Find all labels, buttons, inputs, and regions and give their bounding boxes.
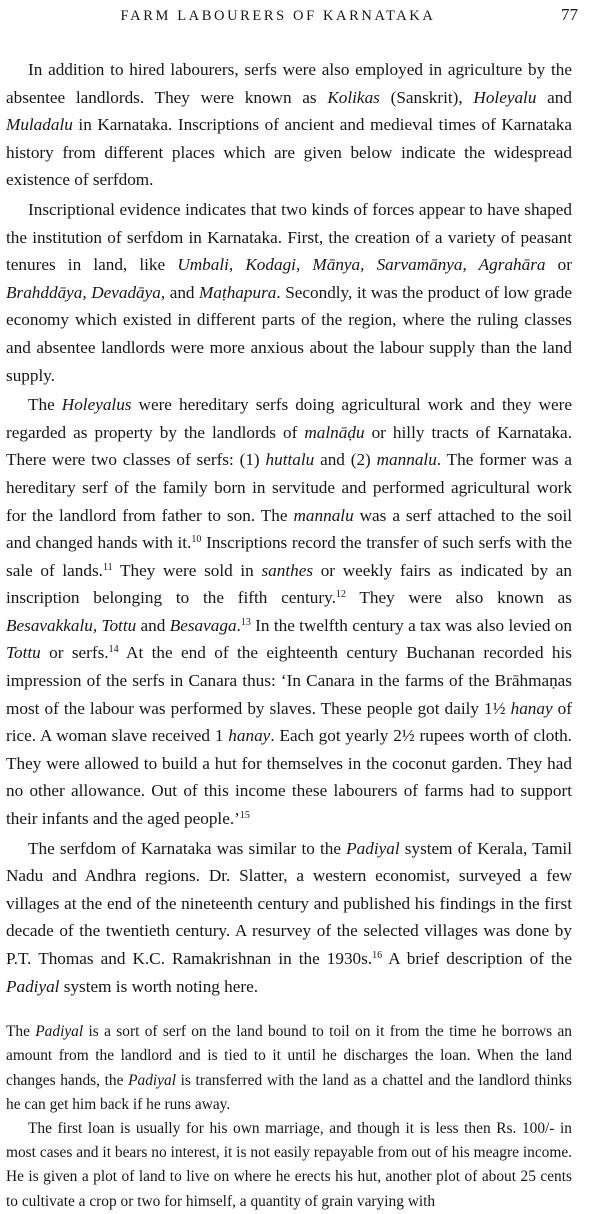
- italic-term: Besavaga: [169, 615, 237, 635]
- text-run: . The former was a hereditary serf of the family born in servitude and performed agricultural work for the landlord from father to son. The: [6, 450, 573, 525]
- italic-term: Umbali, Kodagi, Mānya, Sarvamānya, Agrahāra: [177, 255, 546, 275]
- footnote-marker: 14: [108, 644, 119, 656]
- italic-term: hanay: [228, 726, 271, 746]
- text-run: At the end of the eighteenth century Buchanan recorded his impression of the serfs in Canara thus: ‘In Canara in the farms of the Brāhmaṇas most of the labour was performed by slaves. These people got daily 1½: [6, 643, 572, 718]
- italic-term: Maṭhapura: [199, 282, 277, 302]
- text-run: of rice. A woman slave received 1: [6, 698, 572, 746]
- text-run: was a serf attached to the soil and changed hands with it.: [6, 505, 572, 553]
- running-title: FARM LABOURERS OF KARNATAKA: [120, 8, 436, 24]
- text-run: . Secondly, it was the product of low grade economy which existed in different parts of the region, where the ruling classes and absentee landlords were more anxious about the labour supply than the land supply.: [6, 282, 572, 385]
- text-run: and: [136, 615, 170, 635]
- text-run: system is worth noting here.: [59, 976, 259, 996]
- italic-term: Padiyal: [346, 838, 400, 858]
- italic-term: Padiyal: [128, 1071, 176, 1089]
- paragraph: [6, 196, 572, 389]
- text-run: Inscriptions record the transfer of such serfs with the sale of lands.: [6, 533, 572, 580]
- text-run: and: [536, 87, 572, 107]
- text-run: The: [28, 395, 62, 415]
- running-head: [6, 0, 578, 34]
- text-run: or: [545, 255, 572, 275]
- text-run: .: [236, 615, 241, 635]
- text-run: In the twelfth century a tax was also levied on: [250, 615, 572, 635]
- page-number: 77: [561, 5, 578, 24]
- footnote-marker: 16: [372, 950, 383, 961]
- footnote-marker: 10: [191, 534, 202, 546]
- text-run: in Karnataka. Inscriptions of ancient and medieval times of Karnataka history from different places which are given below indicate the widespread existence of serfdom.: [6, 115, 572, 190]
- text-run: is transferred with the land as a chattel and the landlord thinks he can get him back if he runs away.: [6, 1071, 573, 1113]
- footnote-marker: 11: [102, 561, 113, 573]
- paragraph: [6, 835, 572, 1001]
- italic-term: Brahddāya, Devadāya,: [6, 282, 166, 302]
- text-run: The: [6, 1023, 36, 1041]
- footnote-marker: 15: [239, 810, 250, 822]
- text-run: . Each got yearly 2½ rupees worth of cloth. They were allowed to build a hut for themselves in the coconut garden. They had no other allowance. Out of this income these labourers of farms had to support their infants and the aged people.’: [6, 726, 572, 829]
- text-run: is a sort of serf on the land bound to toil on it from the time he borrows an amount from the landlord and is tied to it until he discharges the loan. When the land changes hands, the: [6, 1023, 572, 1089]
- italic-term: hanay: [510, 698, 553, 718]
- block-quotation: [6, 1020, 572, 1214]
- text-run: In addition to hired labourers, serfs were also employed in agriculture by the absentee landlords. They were known as: [6, 60, 572, 107]
- italic-term: huttalu: [265, 450, 315, 470]
- italic-term: Kolikas: [327, 87, 380, 107]
- italic-term: mannalu: [293, 505, 354, 525]
- text-run: and: [165, 282, 200, 302]
- italic-term: Muladalu: [6, 115, 73, 135]
- text-run: system of Kerala, Tamil Nadu and Andhra regions. Dr. Slatter, a western economist, surveyed a few villages at the end of the nineteenth century and published his findings in the first decade of the twentieth century. A resurvey of the selected villages was done by P.T. Thomas and K.C. Ramakrishnan in the 1930s.: [6, 838, 572, 968]
- paragraph: [6, 56, 572, 194]
- text-run: or weekly fairs as indicated by an inscription belonging to the fifth century.: [6, 560, 572, 608]
- italic-term: santhes: [261, 560, 314, 580]
- paragraph: [6, 391, 572, 833]
- quotation-paragraph: [6, 1020, 572, 1117]
- italic-term: Tottu: [6, 643, 41, 663]
- italic-term: Holeyalus: [61, 395, 132, 415]
- text-run: The first loan is usually for his own marriage, and though it is less then Rs. 100/- in most cases and it bears no interest, it is not easily repayable from out of his meagre income. He is given a plot of land to live on where he erects his hut, another plot of about 25 cents to cultivate a crop or two for himself, a quantity of grain varying with: [6, 1120, 572, 1210]
- italic-term: Padiyal: [35, 1023, 84, 1041]
- body-text: [6, 56, 572, 1000]
- footnote-marker: 13: [240, 616, 251, 628]
- text-run: Inscriptional evidence indicates that two kinds of forces appear to have shaped the institution of serfdom in Karnataka. First, the creation of a variety of peasant tenures in land, like: [6, 199, 572, 275]
- text-run: and (2): [314, 450, 377, 470]
- italic-term: Padiyal: [6, 976, 60, 996]
- text-run: A brief description of the: [382, 949, 572, 968]
- italic-term: mannalu: [376, 450, 437, 470]
- text-run: (Sanskrit),: [379, 87, 474, 107]
- quotation-paragraph: [6, 1117, 572, 1214]
- text-run: The serfdom of Karnataka was similar to the: [28, 838, 347, 858]
- italic-term: Holeyalu: [473, 87, 537, 107]
- text-run: They were also known as: [345, 588, 572, 608]
- text-run: were hereditary serfs doing agricultural work and they were regarded as property by the landlords of: [6, 395, 572, 442]
- text-run: They were sold in: [112, 560, 262, 580]
- footnote-marker: 12: [335, 589, 346, 601]
- italic-term: malnāḍu: [304, 422, 365, 442]
- text-run: or hilly tracts of Karnataka. There were two classes of serfs: (1): [6, 422, 572, 470]
- italic-term: Besavakkalu, Tottu: [6, 615, 137, 635]
- text-run: or serfs.: [40, 643, 109, 663]
